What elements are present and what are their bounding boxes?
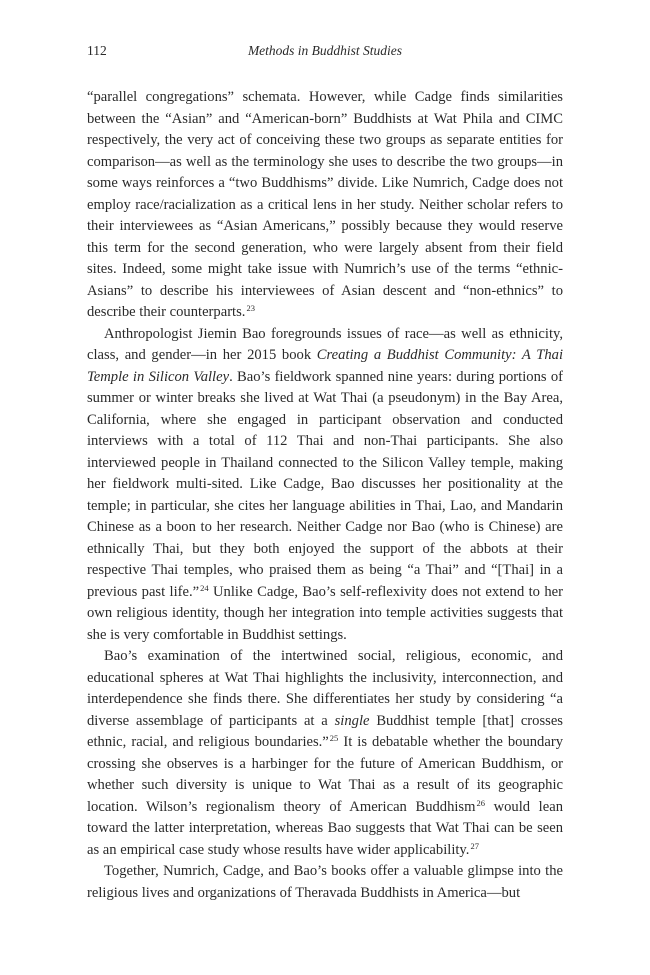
text-run: Bao’s examination of the intertwined social, religious, economic, and educational spheres at Wat Thai highlights the inclusivity, interconnection, and interdependence she finds there. She differentiates her study by considering “a diverse assemblage of participants at a: [87, 648, 563, 729]
paragraph-p1: [87, 87, 563, 324]
text-run: Anthropologist Jiemin Bao foregrounds issues of race—as well as ethnicity, class, and gender—in her 2015 book: [87, 325, 563, 363]
text-run: Together, Numrich, Cadge, and Bao’s books offer a valuable glimpse into the religious lives and organizations of Theravada Buddhists in America—but: [87, 863, 563, 901]
text-run: Unlike Cadge, Bao’s self-reflexivity does not extend to her own religious identity, though her integration into temple activities suggests that she is very comfortable in Buddhist settings.: [87, 583, 563, 643]
italic-text: single: [334, 712, 370, 729]
footnote-marker: 25: [329, 733, 339, 743]
italic-text: Creating a Buddhist Community: A Thai Temple in Silicon Valley: [87, 347, 563, 385]
running-head: [87, 43, 563, 63]
running-title: Methods in Buddhist Studies: [247, 43, 403, 58]
footnote-marker: 24: [200, 582, 209, 593]
body-text: [87, 87, 563, 904]
paragraph-p3: [87, 646, 563, 861]
page-number: 112: [87, 43, 107, 58]
footnote-marker: 26: [476, 797, 485, 808]
text-run: “parallel congregations” schemata. However, while Cadge finds similarities between the “Asian” and “American-born” Buddhists at Wat Phila and CIMC respectively, the very act of conceiving these two groups as separate entities for comparison—as well as the terminology she uses to describe the two groups—in some ways reinforces a “two Buddhisms” divide. Like Numrich, Cadge does not employ race/racialization as a critical lens in her study. Neither scholar refers to their interviewees as “Asian Americans,” possibly because they would reserve this term for the second generation, who were largely absent from their field sites. Indeed, some might take issue with Numrich’s use of the terms “ethnic-Asians” to describe his interviewees of Asian descent and “non-ethnics” to describe their counterparts.: [87, 89, 563, 320]
text-run: It is debatable whether the boundary crossing she observes is a harbinger for the future of American Buddhism, or whether such diversity is unique to Wat Thai as a result of its geographic location. Wilson’s regionalism theory of American Buddhism: [87, 734, 563, 815]
paragraph-p2: [87, 324, 563, 647]
text-run: . Bao’s fieldwork spanned nine years: during portions of summer or winter breaks she lived at Wat Thai (a pseudonym) in the Bay Area, California, where she engaged in participant observation and conducted interviews with a total of 112 Thai and non-Thai participants. She also interviewed people in Thailand connected to the Silicon Valley temple, making her fieldwork multi-sited. Like Cadge, Bao discusses her positionality at the temple; in particular, she cites her language abilities in Thai, Lao, and Mandarin Chinese as a boon to her research. Neither Cadge nor Bao (who is Chinese) are ethnically Thai, but they both enjoyed the support of the abbots at their respective Thai temples, who praised them as being “a Thai” and “[Thai] in a previous past life.”: [87, 368, 564, 600]
paragraph-p4: [87, 861, 563, 904]
text-run: would lean toward the latter interpretation, whereas Bao suggests that Wat Thai can be seen as an empirical case study whose results have wider applicability.: [87, 798, 563, 858]
footnote-marker: 23: [246, 303, 255, 313]
footnote-marker: 27: [470, 840, 479, 851]
text-run: Buddhist temple [that] crosses ethnic, racial, and religious boundaries.”: [87, 712, 563, 750]
